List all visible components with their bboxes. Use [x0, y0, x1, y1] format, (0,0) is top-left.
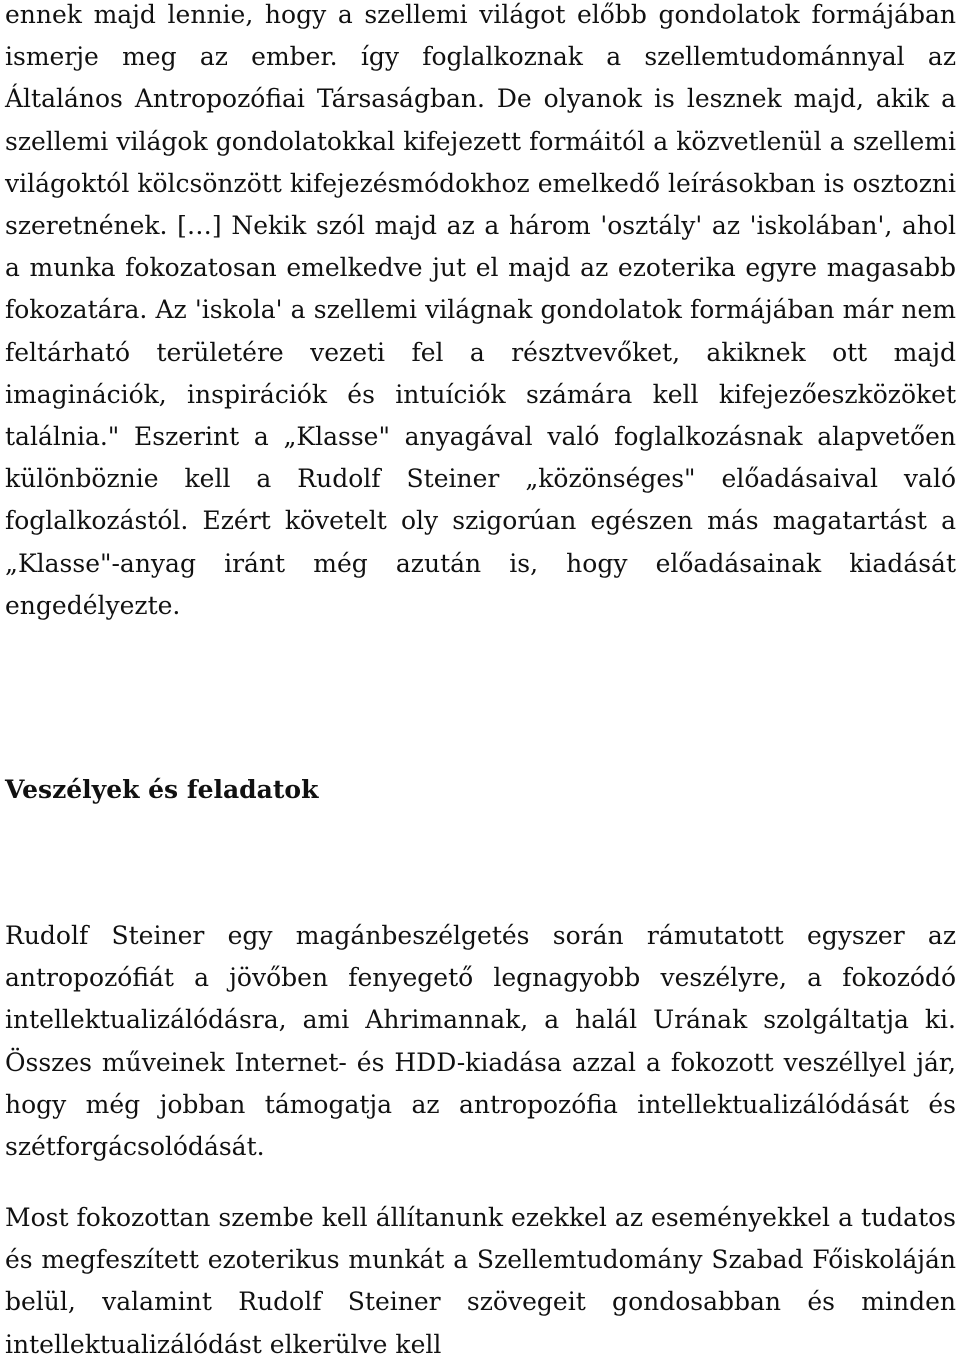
section-heading: Veszélyek és feladatok	[5, 775, 319, 804]
body-paragraph: Most fokozottan szembe kell állítanunk ezekkel az eseményekkel a tudatos és megfeszített ezoterikus munkát a Szellemtudomány Szabad Főiskoláján belül, valamint Rudolf Steiner szövegeit gondosabban és minden intellektualizálódást elkerülve kell	[5, 1203, 956, 1359]
body-paragraph: ennek majd lennie, hogy a szellemi világot előbb gondolatok formájában ismerje meg az ember. így foglalkoznak a szellemtudománnyal az Általános Antropozófiai Társaságban. De olyanok is lesznek majd, akik a szellemi világok gondolatokkal kifejezett formáitól a közvetlenül a szellemi világoktól kölcsönzött kifejezésmódokhoz emelkedő leírásokban is osztozni szeretnének. […] Nekik szól majd az a három 'osztály' az 'iskolában', ahol a munka fokozatosan emelkedve jut el majd az ezoterika egyre magasabb fokozatára. Az 'iskola' a szellemi világnak gondolatok formájában már nem feltárható területére vezeti fel a résztvevőket, akiknek ott majd imaginációk, inspirációk és intuíciók számára kell kifejezőeszközöket találnia." Eszerint a „Klasse" anyagával való foglalkozásnak alapvetően különböznie kell a Rudolf Steiner „közönséges" előadásaival való foglalkozástól. Ezért követelt oly szigorúan egészen más magatartást a „Klasse"-anyag iránt még azután is, hogy előadásainak kiadását engedélyezte.	[5, 0, 956, 620]
body-paragraph: Rudolf Steiner egy magánbeszélgetés során rámutatott egyszer az antropozófiát a jövőben fenyegető legnagyobb veszélyre, a fokozódó intellektualizálódásra, ami Ahrimannak, a halál Urának szolgáltatja ki. Összes műveinek Internet- és HDD-kiadása azzal a fokozott veszéllyel jár, hogy még jobban támogatja az antropozófia intellektualizálódását és szétforgácsolódását.	[5, 921, 956, 1162]
